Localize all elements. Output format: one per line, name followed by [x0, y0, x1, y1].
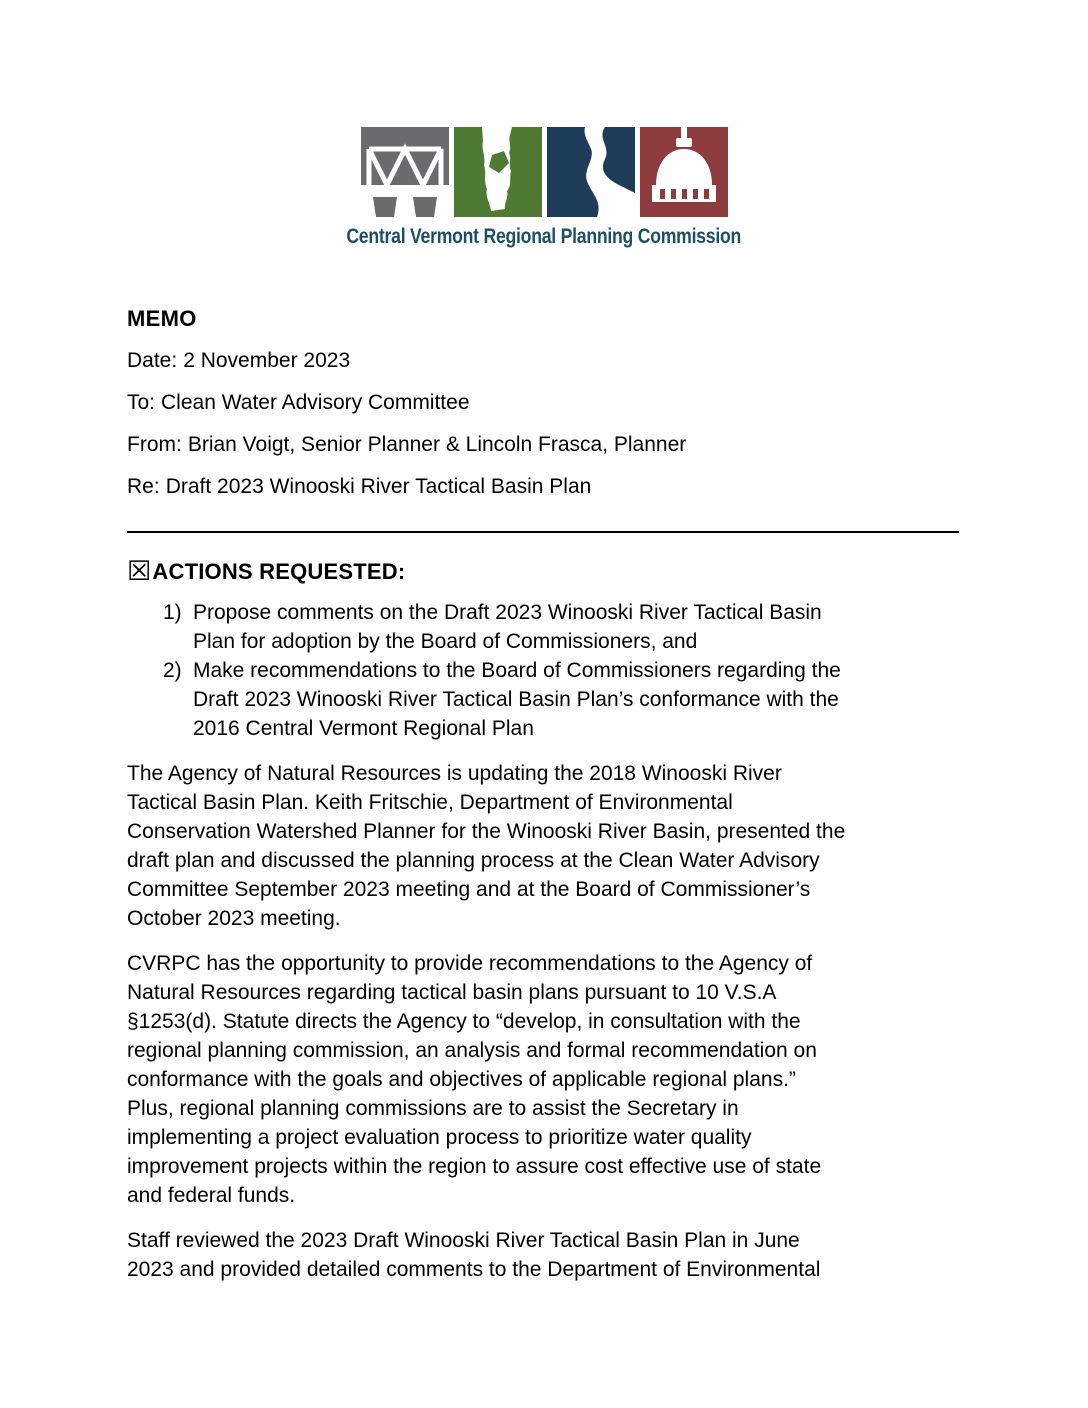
text-line: Staff reviewed the 2023 Draft Winooski River Tactical Basin Plan in June [127, 1229, 800, 1252]
text-line: Make recommendations to the Board of Commissioners regarding the [193, 659, 841, 682]
actions-list [127, 598, 959, 743]
list-item-number: 2) [163, 659, 182, 682]
field-from-value: Brian Voigt, Senior Planner & Lincoln Frasca, Planner [187, 433, 687, 456]
vermont-state-map-icon [454, 127, 542, 217]
list-item-text [193, 598, 822, 656]
list-item-text [193, 656, 841, 743]
text-line: regional planning commission, an analysis and formal recommendation on [127, 1039, 817, 1062]
text-line: Committee September 2023 meeting and at the Board of Commissioner’s [127, 878, 811, 901]
field-re-label: Re: [127, 475, 160, 498]
actions-requested-label: ACTIONS REQUESTED: [152, 559, 406, 584]
list-item [127, 598, 959, 656]
text-line: Natural Resources regarding tactical basin plans pursuant to 10 V.S.A [127, 981, 777, 1004]
field-to [127, 388, 959, 417]
field-date-label: Date: [127, 349, 178, 372]
body-paragraph-1 [127, 759, 959, 933]
logo-tiles [361, 127, 728, 217]
field-re-value: Draft 2023 Winooski River Tactical Basin Plan [165, 475, 592, 498]
field-to-value: Clean Water Advisory Committee [161, 391, 470, 414]
text-line: October 2023 meeting. [127, 907, 341, 930]
org-name: Central Vermont Regional Planning Commission [346, 224, 742, 248]
text-line: Tactical Basin Plan. Keith Fritschie, Department of Environmental [127, 791, 733, 814]
text-line: Propose comments on the Draft 2023 Winooski River Tactical Basin [193, 601, 822, 624]
text-line: 2016 Central Vermont Regional Plan [193, 717, 534, 740]
text-line: The Agency of Natural Resources is updating the 2018 Winooski River [127, 762, 782, 785]
field-date [127, 346, 959, 375]
actions-requested-heading [127, 557, 959, 586]
memo-heading: MEMO [127, 306, 197, 331]
field-date-value: 2 November 2023 [183, 349, 351, 372]
body-paragraph-3 [127, 1226, 959, 1284]
field-re [127, 472, 959, 501]
text-line: Plan for adoption by the Board of Commissioners, and [193, 630, 698, 653]
list-item [127, 656, 959, 743]
winding-river-icon [547, 127, 635, 217]
field-from [127, 430, 959, 459]
covered-bridge-icon [361, 127, 449, 217]
text-line: Plus, regional planning commissions are to assist the Secretary in [127, 1097, 739, 1120]
capitol-dome-icon [640, 127, 728, 217]
list-item-number: 1) [163, 601, 182, 624]
text-line: conformance with the goals and objectives of applicable regional plans.” [127, 1068, 796, 1091]
text-line: improvement projects within the region to assure cost effective use of state [127, 1155, 822, 1178]
text-line: §1253(d). Statute directs the Agency to “develop, in consultation with the [127, 1010, 801, 1033]
field-to-label: To: [127, 391, 156, 414]
text-line: CVRPC has the opportunity to provide recommendations to the Agency of [127, 952, 813, 975]
text-line: draft plan and discussed the planning process at the Clean Water Advisory [127, 849, 820, 872]
text-line: Conservation Watershed Planner for the Winooski River Basin, presented the [127, 820, 846, 843]
text-line: Draft 2023 Winooski River Tactical Basin Plan’s conformance with the [193, 688, 839, 711]
field-from-label: From: [127, 433, 182, 456]
horizontal-rule [127, 531, 959, 533]
memo-content [127, 304, 959, 1284]
text-line: implementing a project evaluation process to prioritize water quality [127, 1126, 752, 1149]
body-paragraph-2 [127, 949, 959, 1210]
text-line: and federal funds. [127, 1184, 296, 1207]
text-line: 2023 and provided detailed comments to the Department of Environmental [127, 1258, 821, 1281]
checked-ballot-box-icon: ☒ [127, 556, 152, 586]
org-logo [0, 0, 1088, 249]
